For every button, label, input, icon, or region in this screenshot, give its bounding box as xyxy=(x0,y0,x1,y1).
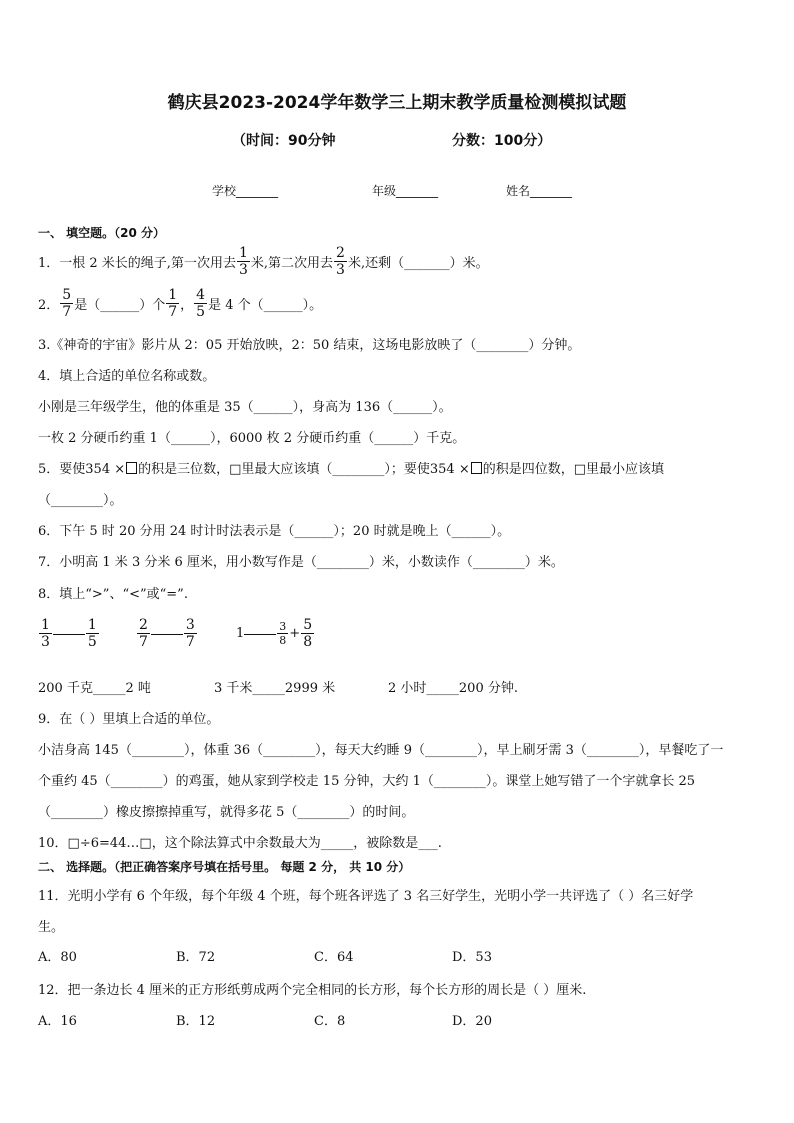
question-9-line-3: （________）橡皮擦擦掉重写，就得多花 5（________）的时间。 xyxy=(38,805,415,820)
q2-text-a: 2． xyxy=(38,298,60,313)
fraction xyxy=(39,618,52,649)
question-10: 10．□÷6=44…□，这个除法算式中余数最大为_____，被除数是___. xyxy=(38,836,442,851)
section-2-title: 二、 选择题。（把正确答案序号填在括号里。 每题 2 分， 共 10 分） xyxy=(38,860,411,874)
question-12: 12．把一条边长 4 厘米的正方形纸剪成两个完全相同的长方形，每个长方形的周长是（ ）厘米. xyxy=(38,983,587,998)
denominator: 5 xyxy=(87,634,97,650)
q12-option-b: B．12 xyxy=(176,1014,216,1029)
question-2 xyxy=(38,288,322,319)
answer-blank xyxy=(151,633,183,635)
q11-option-c: C．64 xyxy=(314,950,354,965)
grade-field: 年级_______ xyxy=(372,184,439,198)
denominator: 7 xyxy=(168,304,178,320)
q12-option-c: C．8 xyxy=(314,1014,346,1029)
fraction xyxy=(86,618,99,649)
numerator: 2 xyxy=(336,245,345,261)
plus-sign: + xyxy=(289,626,301,641)
numerator: 1 xyxy=(87,617,97,633)
q1-text-b: 米,第二次用去 xyxy=(250,256,334,271)
denominator: 8 xyxy=(303,634,313,650)
fraction xyxy=(137,618,150,649)
question-5-line-1 xyxy=(38,458,664,477)
fraction xyxy=(301,618,314,649)
q8-compare-1 xyxy=(38,618,100,649)
q1-text-c: 米,还剩（_______）米。 xyxy=(347,256,489,271)
exam-time: （时间：90分钟 xyxy=(232,133,336,149)
school-field: 学校_______ xyxy=(212,184,279,198)
blank-box xyxy=(126,462,137,474)
question-11-line-1: 11．光明小学有 6 个年级，每个年级 4 个班，每个班各评选了 3 名三好学生，光明小学一共评选了（ ）名三好学 xyxy=(38,889,694,904)
question-9-line-1: 小洁身高 145（________），体重 36（________），每天大约睡 9（________），早上刷牙需 3（________），早餐吃了一 xyxy=(38,743,724,758)
section-1-title: 一、 填空题。（20 分） xyxy=(38,226,166,240)
q5-text-b: 的积是三位数，□里最大应该填（________）；要使354 × xyxy=(138,462,470,477)
question-6: 6．下午 5 时 20 分用 24 时计时法表示是（______）；20 时就是晚上（______）。 xyxy=(38,524,511,539)
question-5-line-2: （________）。 xyxy=(38,493,123,508)
q8-compare-5: 3 千米_____2999 米 xyxy=(214,681,336,696)
denominator: 3 xyxy=(238,262,248,278)
numerator: 2 xyxy=(139,617,148,633)
q12-option-d: D．20 xyxy=(452,1014,492,1029)
question-4-line-1: 小刚是三年级学生，他的体重是 35（______），身高为 136（______）。 xyxy=(38,400,452,415)
fraction xyxy=(334,246,347,277)
denominator: 7 xyxy=(62,304,72,320)
fraction xyxy=(194,288,207,319)
fraction xyxy=(237,246,250,277)
numerator: 3 xyxy=(279,620,287,633)
fraction xyxy=(166,288,179,319)
q8-compare-6: 2 小时_____200 分钟. xyxy=(388,681,518,696)
question-9-title: 9．在（ ）里填上合适的单位。 xyxy=(38,712,220,727)
denominator: 5 xyxy=(196,304,206,320)
q11-option-a: A．80 xyxy=(38,950,77,965)
q1-text-a: 1．一根 2 米长的绳子,第一次用去 xyxy=(38,256,236,271)
numerator: 4 xyxy=(196,287,206,303)
q8-compare-4: 200 千克_____2 吨 xyxy=(38,681,151,696)
fraction xyxy=(277,621,288,646)
question-3: 3.《神奇的宇宙》影片从 2：05 开始放映，2：50 结束，这场电影放映了（________）分钟。 xyxy=(38,338,581,353)
denominator: 3 xyxy=(336,262,345,278)
q8-compare-2 xyxy=(136,618,198,649)
q11-option-d: D．53 xyxy=(452,950,492,965)
question-7: 7．小明高 1 米 3 分米 6 厘米，用小数写作是（________）米，小数读作（________）米。 xyxy=(38,555,564,570)
integer: 1 xyxy=(236,626,245,641)
denominator: 3 xyxy=(41,634,50,650)
denominator: 8 xyxy=(279,634,287,647)
question-11-line-2: 生。 xyxy=(38,920,65,935)
question-1 xyxy=(38,246,489,277)
exam-score: 分数：100分） xyxy=(452,133,552,149)
question-4-title: 4．填上合适的单位名称或数。 xyxy=(38,369,216,384)
answer-blank xyxy=(53,633,85,635)
numerator: 1 xyxy=(168,287,178,303)
denominator: 7 xyxy=(185,634,195,650)
q2-text-b: 是（______）个 xyxy=(74,298,166,313)
q12-option-a: A．16 xyxy=(38,1014,77,1029)
q8-compare-3 xyxy=(236,618,315,649)
numerator: 5 xyxy=(303,617,313,633)
question-9-line-2: 个重约 45（________）的鸡蛋，她从家到学校走 15 分钟，大约 1（________）。课堂上她写错了一个字就拿长 25 xyxy=(38,774,696,789)
q5-text-c: 的积是四位数，□里最小应该填 xyxy=(482,462,665,477)
fraction xyxy=(184,618,197,649)
denominator: 7 xyxy=(139,634,148,650)
name-field: 姓名_______ xyxy=(506,184,573,198)
question-8-title: 8．填上“>”、“<”或“=”. xyxy=(38,587,188,602)
answer-blank xyxy=(244,633,276,635)
question-4-line-2: 一枚 2 分硬币约重 1（______），6000 枚 2 分硬币约重（______）千克。 xyxy=(38,431,466,446)
numerator: 3 xyxy=(185,617,195,633)
q5-text-a: 5．要使354 × xyxy=(38,462,126,477)
numerator: 1 xyxy=(41,617,50,633)
q2-text-d: 是 4 个（______）。 xyxy=(208,298,323,313)
page-title: 鹤庆县2023-2024学年数学三上期末教学质量检测模拟试题 xyxy=(167,93,627,113)
numerator: 1 xyxy=(238,245,248,261)
fraction xyxy=(60,288,73,319)
blank-box xyxy=(471,462,482,474)
q11-option-b: B．72 xyxy=(176,950,216,965)
numerator: 5 xyxy=(62,287,72,303)
q2-text-c: ， xyxy=(180,298,194,313)
